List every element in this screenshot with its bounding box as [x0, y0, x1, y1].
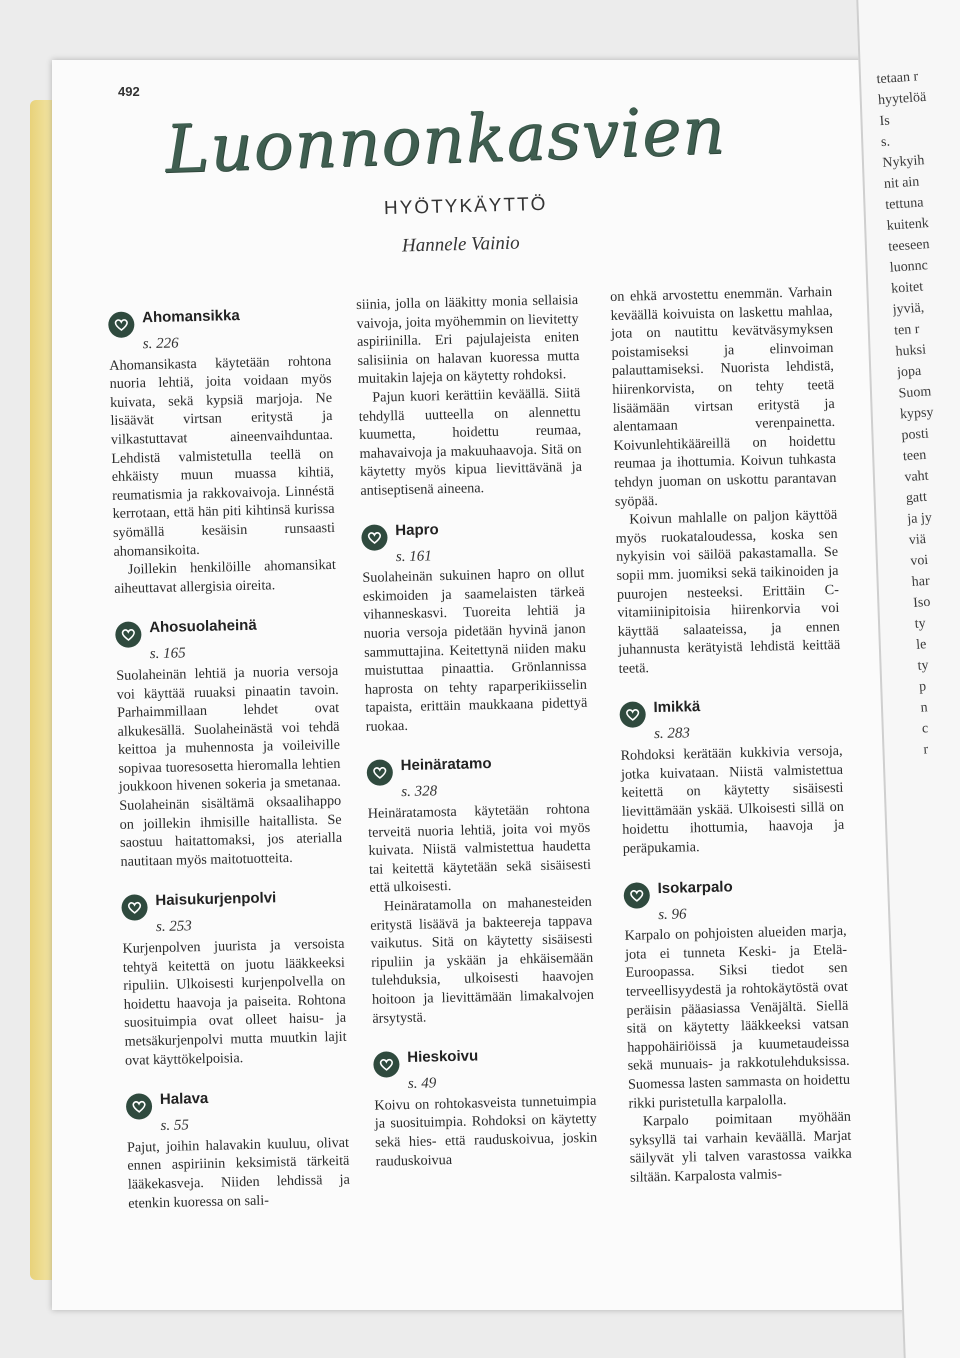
paragraph: siinia, jolla on lääkitty monia sellaisia vaivoja, joita myöhemmin on lievitetty aspiriinilla. Eri pajulajeista eniten salisiinia on halavan kuoressa mutta muitakin lajeja on käytetty rohdoksi. [356, 291, 580, 388]
entry-body [368, 800, 595, 1028]
text-fragment: gatt [905, 489, 928, 507]
heart-icon [121, 895, 148, 922]
text-fragment: kypsy [899, 405, 934, 423]
text-fragment: ty [914, 616, 927, 632]
plant-name: Isokarpalo [657, 877, 733, 897]
plant-name: Imikkä [653, 698, 701, 717]
page-reference: s. 283 [653, 725, 691, 743]
text-fragment: huksi [895, 342, 927, 360]
plant-entry [115, 615, 343, 871]
page-reference: s. 55 [160, 1117, 190, 1135]
author-name: Hannele Vainio [401, 232, 520, 257]
heart-icon [115, 622, 142, 649]
text-fragment: hyytelöä [877, 89, 927, 109]
paragraph: Koivu on rohtokasveista tunnetuimpia ja suosituimpia. Rohdoksi on käytetty sekä hies- että rauduskoivua, joskin rauduskoivua [374, 1092, 598, 1170]
paragraph: Heinäratamolla on mahanesteiden eritystä lisäävä ja bakteereja tappava vaikutus. Sitä on käytetty sisäisesti ripuliin ja yskään ja ehkäisemään tulehduksia, ulkoisesti haavojen hoitoon ja lievittämään limakalvojen ärsytystä. [370, 893, 595, 1027]
text-column-2 [356, 291, 598, 1193]
text-fragment: c [921, 721, 929, 737]
text-fragment: ten r [893, 321, 920, 339]
plant-name: Haisukurjenpolvi [155, 889, 277, 910]
text-fragment: r [923, 742, 929, 758]
paragraph: Rohdoksi kerätään kukkivia versoja, jotka kuivataan. Niistä valmistettua keitettä on käytetty sisäisesti lievittämään yskää. Ulkoisesti sillä on hoidettu ihottumia, haavoja ja peräpukamia. [620, 742, 845, 857]
paragraph: Suolaheinän sukuinen hapro on ollut eskimoiden ja saamelaisten tärkeä vihanneskasvi. Tuoreita lehtiä ja nuoria versoja pidetään hyvinä janon sammuttajina. Keitettynä niiden maku muistuttaa pinaattia. Grönlannissa haprosta on tehty raparperikiisselin tapaista, erittäin maukkaana pidettyä ruokaa. [362, 565, 588, 735]
text-fragment: nit ain [883, 174, 920, 192]
continued-text [610, 283, 841, 678]
page-reference: s. 49 [407, 1075, 437, 1093]
paragraph: Joillekin henkilöille ahomansikat aiheuttavat allergisia oireita. [114, 557, 337, 597]
entry-body [362, 564, 588, 736]
text-fragment: teeseen [887, 236, 930, 255]
plant-entry [373, 1045, 598, 1171]
text-fragment: ja jy [906, 510, 933, 528]
heart-icon [108, 311, 135, 338]
plant-name: Heinäratamo [400, 755, 492, 775]
text-fragment: tettuna [884, 195, 924, 213]
plant-entry [619, 695, 845, 858]
plant-entry [126, 1087, 351, 1213]
entry-body [122, 935, 347, 1070]
plant-name: Ahosuolaheinä [149, 617, 257, 637]
entry-body [116, 662, 343, 872]
plant-entry [366, 753, 594, 1028]
text-fragment: Suom [898, 384, 932, 402]
chapter-subtitle: HYÖTYKÄYTTÖ [383, 193, 548, 220]
text-fragment: le [915, 637, 927, 653]
page-reference: s. 226 [142, 335, 179, 353]
text-fragment: Iso [912, 594, 931, 611]
paragraph: on ehkä arvostettu enemmän. Varhain keväällä koivuista on laskettu mahlaa, jota on nautittu kevätväsymyksen poistamiseksi ja elinvoiman palauttamiseksi. Nuorista lehdistä, hiirenkorvista, on tehty teetä lisäämään virtsan eritystä ja alentamaan verenpainetta. Koivunlehtikääreillä on hoidettu reumaa ja ihottumia. Koivun tuhkasta tehdyn juoman on uskottu parantavan syöpää. [610, 283, 837, 510]
text-fragment: jopa [896, 363, 922, 381]
paragraph: Pajut, joihin halavakin kuuluu, olivat ennen aspiriinin keksimistä tärkeitä lääkekasveja. Niiden lehdissä ja etenkin kuoressa on sali- [126, 1134, 350, 1212]
chapter-title: Luonnonkasvien [163, 91, 727, 189]
text-fragment: teen [902, 447, 927, 465]
page-number: 492 [118, 84, 140, 99]
heart-icon [623, 882, 650, 909]
plant-name: Ahomansikka [141, 307, 240, 327]
text-fragment: viä [908, 531, 927, 549]
paragraph: Karpalo poimitaan myöhään syksyllä tai varhain keväällä. Marjat säilyvät yli talven varastossa vaikka siltään. Karpalosta valmis- [629, 1108, 852, 1186]
heart-icon [373, 1051, 400, 1078]
text-fragment: voi [909, 552, 929, 570]
text-fragment: luonnc [889, 258, 929, 276]
text-fragment: vaht [903, 468, 930, 486]
text-fragment: jyviä, [892, 300, 925, 318]
text-fragment: Nykyih [881, 153, 925, 172]
text-fragment: koitet [890, 279, 924, 297]
page-reference: s. 253 [155, 918, 193, 936]
paragraph: Ahomansikasta käytetään rohtona nuoria lehtiä, joita voidaan myös kuivata, sekä kypsiä marjoja. Ne lisäävät virtsan eritystä ja vilkastuttavat aineenvaihduntaa. Lehdistä valmistetulla teellä on ehkäisty muun muassa kihtiä, reumatismia ja rakkovaivoja. Linnéstä kerrotaan, että hän piti kihtinsä kurissa syömällä kesäisin runsaasti ahomansikoita. [109, 352, 336, 560]
text-fragment: posti [901, 426, 930, 444]
heart-icon [361, 524, 388, 551]
plant-entry [121, 888, 347, 1070]
page-reference: s. 165 [149, 645, 186, 663]
heart-icon [126, 1093, 153, 1120]
paragraph: Kurjenpolven juurista ja versoista tehtyä keitettä on juotu lääkkeeksi ripuliin. Ulkoisesti kurjenpolvella on hoidettu haavoja ja paiseita. Rohtona suosituimpia ovat olleet haisu- ja metsäkurjenpolvi mutta muutkin lajit ovat käyttökelpoisia. [122, 935, 347, 1069]
page-reference: s. 96 [658, 906, 687, 923]
text-fragment: har [911, 573, 931, 591]
text-fragment: ty [917, 658, 930, 674]
plant-entry [623, 875, 852, 1187]
entry-body [625, 922, 853, 1187]
heart-icon [619, 702, 646, 729]
entry-body [374, 1092, 598, 1171]
text-column-1 [108, 305, 351, 1235]
entry-body [620, 742, 844, 859]
paragraph: Karpalo on pohjoisten alueiden marja, jota ei tunneta Keski- ja Etelä-Euroopassa. Siksi tiedot sen terveellisyydestä ja rohtokäytöstä ovat peräisin pääasiassa Venäjältä. Siellä sitä on käytetty lääkkeeksi vatsan happohäiriöissä ja kuumetaudeissa sekä munuais- ja rakkotulehduksissa. Suomessa lasten sammasta on hoidettu rikki puristetulla karpalolla. [624, 923, 851, 1112]
plant-entry [361, 517, 588, 736]
text-fragment: p [918, 679, 927, 695]
plant-name: Hapro [395, 520, 439, 539]
page-reference: s. 328 [401, 783, 438, 801]
heart-icon [367, 760, 394, 787]
paragraph: Pajun kuori kerättiin keväällä. Siitä tehdyllä uutteella on alennettu kuumetta, hoidettu reumaa, mahavaivoja ja makuuhaavoja. Sitä on käytetty myös kipua lievittävänä ja antiseptisenä aineena. [358, 384, 583, 499]
text-fragment: Is [879, 113, 891, 130]
text-fragment: kuitenk [886, 215, 930, 234]
entry-body [127, 1134, 351, 1213]
text-fragment: tetaan r [876, 69, 919, 88]
text-fragment: s. [880, 134, 891, 151]
plant-name: Halava [159, 1090, 209, 1109]
continued-text [356, 291, 583, 501]
paragraph: Heinäratamosta käytetään rohtona terveitä nuoria lehtiä, joita voi myös kuivata. Niistä valmistettua haudetta tai keitettä käytetään sekä sisäisesti että ulkoisesti. [367, 800, 592, 897]
plant-name: Hieskoivu [407, 1047, 479, 1067]
paragraph: Suolaheinän lehtiä ja nuoria versoja voi käyttää ruuaksi pinaatin tavoin. Parhaimmillaan lehdet ovat alkukesällä. Suolaheinästä voi tehdä keittoa ja muhennosta ja voileiville sopivaa tuoresosetta hieromalla lehtien joukkoon hivenen sokeria ja smetanaa. Suolaheinän sisältämä oksaalihappo on joillekin ihmisille haitallista. Se saostuu haitattomaksi, jos aterialla nautitaan myös maitotuotteita. [116, 662, 343, 870]
page-reference: s. 161 [395, 547, 432, 565]
text-fragment: n [920, 700, 929, 716]
entry-body [109, 352, 336, 599]
text-column-3 [610, 283, 853, 1209]
plant-entry [108, 305, 336, 598]
paragraph: Koivun mahlalle on paljon käyttöä myös ruokataloudessa, koska sen nykyisin voi säilöä pakastamalla. Se sopii mm. juomiksi sekä taikinoiden ja puurojen nesteeksi. Erittäin C-vitamiinipitoisia hiirenkorvia voi käyttää salaateissa, ja ennen juhannusta kerätyistä lehdistä keittää teetä. [615, 507, 841, 677]
